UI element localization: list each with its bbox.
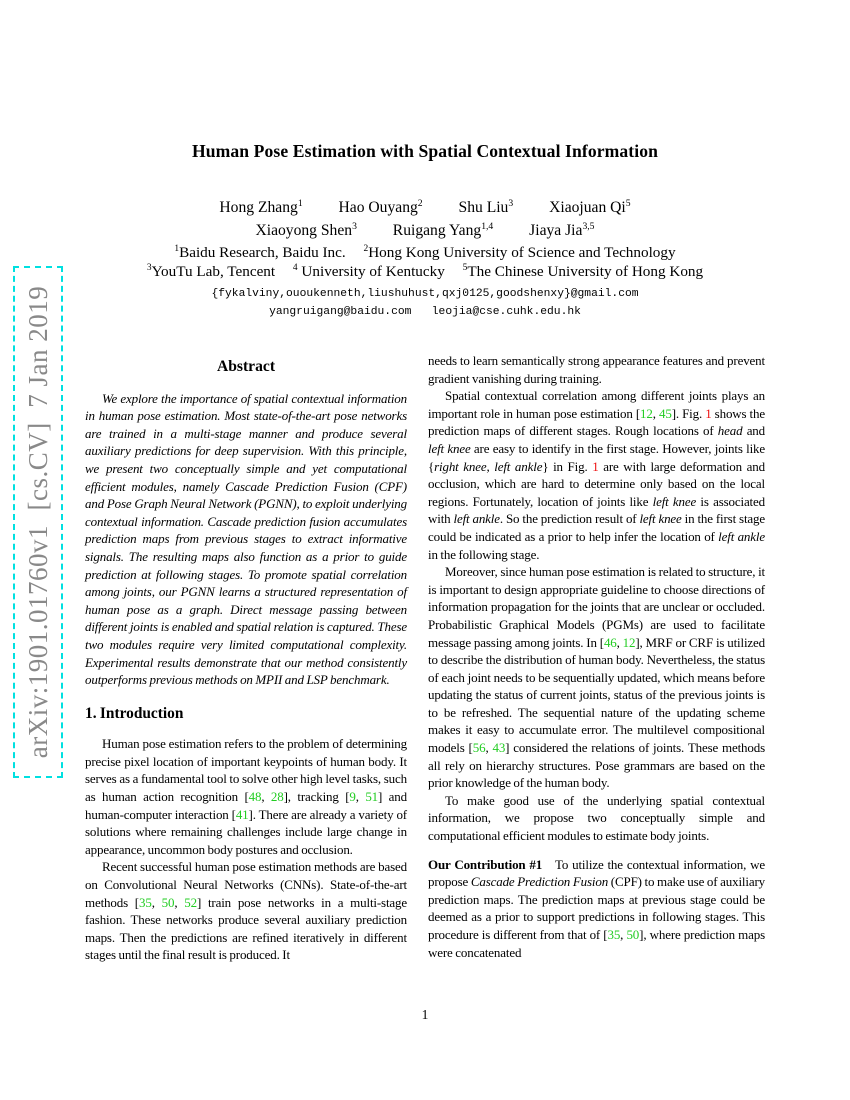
author-superscript: 1 — [297, 197, 303, 209]
affiliation-item — [463, 263, 704, 282]
affiliation-item — [363, 244, 675, 263]
text-run: , — [355, 789, 366, 805]
affiliation-superscript: 4 — [292, 262, 298, 273]
arxiv-watermark — [13, 266, 63, 778]
citation-link[interactable]: 9 — [349, 789, 356, 805]
author — [549, 196, 630, 219]
email-line-1: {fykalviny,ououkenneth,liushuhust,qxj0125,goodshenxy}@gmail.com — [211, 288, 639, 300]
author — [459, 196, 514, 219]
text-run: , — [620, 927, 627, 942]
text-run: , — [616, 634, 623, 650]
paragraph — [428, 387, 765, 563]
author — [255, 219, 356, 242]
citation-link[interactable]: 46 — [603, 634, 617, 650]
author-name: Hong Zhang — [219, 199, 298, 216]
affiliation-name: YouTu Lab, Tencent — [151, 262, 276, 280]
text-run: . So the prediction result of — [499, 511, 640, 527]
text-run: left knee — [428, 440, 471, 456]
text-run: are easy to identify in the first stage. However, joints like { — [428, 440, 765, 474]
text-run: left ankle — [718, 528, 765, 544]
citation-link[interactable]: 35 — [607, 927, 621, 942]
text-run: ] considered the relations of joints. These methods all rely on hierarchy structures. Pose grammars are based on the prior knowledge of the human body. — [428, 740, 766, 791]
author-row — [0, 219, 850, 242]
affiliation-item — [174, 244, 345, 263]
text-run: ] and human-computer interaction [ — [85, 789, 407, 822]
paragraph — [428, 563, 765, 792]
text-run: To utilize the contextual information, we propose — [428, 856, 765, 890]
affiliation-name: Baidu Research, Baidu Inc. — [179, 244, 346, 261]
paper-title: Human Pose Estimation with Spatial Contextual Information — [191, 141, 659, 161]
citation-link[interactable]: 52 — [184, 894, 197, 910]
text-run: To make good use of the underlying spatial contextual information, we propose two conceptually simple and computational efficient modules to estimate body joints. — [428, 792, 765, 844]
text-run: in the first stage could be indicated as a prior to help infer the location of — [428, 511, 765, 544]
text-run: ]. Fig. — [671, 405, 706, 421]
author — [529, 219, 594, 242]
text-run: , — [174, 894, 185, 910]
text-run: We explore the importance of spatial contextual information in human pose estimation. Most state-of-the-art pose networks are trained in a multi-stage manner and produce several auxiliary predictions for deep supervision. With this principle, we present two conceptually simple and yet computational efficient modules, namely Cascade Prediction Fusion (CPF) and Pose Graph Neural Network (PGNN), to exploit underlying contextual information. Cascade prediction fusion accumulates prediction maps from previous stages to extract informative signals. The resulting maps also function as a prior to guide prediction at following stages. To promote spatial correlation among joints, our PGNN learns a structured representation of human pose as a graph. Direct message passing between different joints is enabled and spatial relation is captured. These two modules require very limited computational complexity. Experimental results demonstrate that our method consistently outperforms previous methods on MPII and LSP benchmark. — [85, 390, 407, 688]
author-row — [0, 196, 850, 219]
affiliation-name: University of Kentucky — [297, 262, 445, 280]
text-run: ]. There are already a variety of solutions where remaining challenges include large change in appearance, uncommon body postures and occlusion. — [85, 806, 407, 857]
column-left — [85, 352, 407, 964]
affiliation-list — [0, 244, 850, 281]
text-run: Cascade Prediction Fusion — [470, 874, 609, 890]
paragraph-contribution-1 — [428, 856, 765, 962]
author-superscript: 2 — [417, 197, 423, 209]
affiliation-item — [147, 263, 275, 282]
author — [393, 219, 493, 242]
text-run: ], where prediction maps were concatenated — [428, 927, 766, 960]
email-block — [0, 286, 850, 321]
text-run: ] train pose networks in a multi-stage fashion. These networks produce several auxiliary prediction maps. Then the predictions are refined iteratively in different stages until the final result is produced. It — [85, 894, 408, 963]
text-run: Our Contribution #1 — [428, 856, 543, 872]
text-run: ], MRF or CRF is utilized to describe the distribution of human body. Nevertheless, the status of each joint needs to be sequentially updated, which means before updating the status of current joints, status of the previous joints is to be refreshed. The sequential nature of the updating scheme makes it easy to accumulate error. The multilevel compositional models [ — [428, 634, 766, 756]
text-run: } in Fig. — [542, 458, 593, 474]
text-run: and — [742, 423, 766, 439]
affiliation-superscript: 3 — [146, 262, 152, 273]
section-heading-introduction: 1. Introduction — [85, 704, 184, 722]
text-run: Moreover, since human pose estimation is related to structure, it is important to design appropriate guideline to choose directions of information propagation for the joints that are unclear or occluded. Probabilistic Graphical Models (PGMs) are used to facilitate message passing among joints. In [ — [428, 564, 765, 650]
text-run: Recent successful human pose estimation methods are based on Convolutional Neural Networks (CNNs). State-of-the-art methods [ — [85, 859, 407, 910]
author-superscript: 3 — [508, 197, 514, 209]
text-run: shows the prediction maps of different stages. Rough locations of — [428, 405, 765, 439]
text-run: head — [717, 423, 743, 439]
figure-reference-link[interactable]: 1 — [592, 458, 599, 474]
citation-link[interactable]: 35 — [139, 894, 152, 910]
author-superscript: 3,5 — [582, 220, 595, 232]
affiliation-name: The Chinese University of Hong Kong — [467, 262, 704, 280]
citation-link[interactable]: 50 — [161, 894, 175, 910]
page-number: 1 — [421, 1007, 429, 1022]
citation-link[interactable]: 48 — [248, 789, 262, 805]
text-run: , — [652, 405, 659, 421]
citation-link[interactable]: 51 — [365, 789, 379, 805]
citation-link[interactable]: 28 — [270, 789, 284, 805]
text-run: , — [151, 894, 162, 910]
text-run: (CPF) to make use of auxiliary prediction maps. The prediction maps at previous stage could be deemed as a prior to support predictions in following stages. This procedure is different from that of [ — [428, 874, 765, 942]
text-run: left knee — [639, 511, 682, 527]
paragraph — [428, 792, 765, 845]
citation-link[interactable]: 45 — [658, 405, 672, 421]
citation-link[interactable]: 43 — [492, 740, 506, 756]
column-right — [428, 352, 765, 961]
author-name: Xiaojuan Qi — [549, 199, 626, 216]
abstract-paragraph — [85, 390, 407, 689]
paragraph — [428, 352, 765, 387]
paragraph — [85, 735, 407, 858]
author-name: Xiaoyong Shen — [255, 222, 353, 239]
author-list — [0, 196, 850, 242]
text-run: is associated with — [428, 493, 765, 527]
affiliation-superscript: 5 — [462, 262, 468, 273]
text-run: left knee — [652, 493, 697, 509]
text-run: Spatial contextual correlation among different joints plays an important role in human pose estimation [ — [428, 388, 765, 421]
author — [339, 196, 423, 219]
email-line-2: yangruigang@baidu.com leojia@cse.cuhk.edu.hk — [269, 305, 581, 318]
affiliation-superscript: 1 — [174, 243, 180, 254]
arxiv-watermark-text: arXiv:1901.01760v1 [cs.CV] 7 Jan 2019 — [23, 285, 53, 759]
text-run: ], tracking [ — [283, 789, 350, 805]
author-superscript: 5 — [625, 197, 631, 209]
text-run: , — [261, 789, 271, 805]
author-superscript: 3 — [352, 220, 357, 232]
text-run: Human pose estimation refers to the problem of determining precise pixel location of important keypoints of human body. It serves as a fundamental tool to solve other high level tasks, such as human action recognition [ — [85, 736, 407, 805]
citation-link[interactable]: 12 — [640, 405, 653, 421]
author-name: Hao Ouyang — [338, 199, 418, 216]
paragraph — [85, 858, 407, 964]
text-run: left ankle — [453, 511, 500, 527]
author-superscript: 1,4 — [481, 220, 494, 232]
author — [219, 196, 302, 219]
author-name: Shu Liu — [458, 199, 509, 216]
abstract-heading: Abstract — [216, 358, 276, 375]
affiliation-name: Hong Kong University of Science and Technology — [368, 244, 676, 261]
affiliation-item — [293, 263, 445, 282]
citation-link[interactable]: 56 — [472, 740, 486, 756]
affiliation-superscript: 2 — [363, 243, 369, 254]
citation-link[interactable]: 12 — [622, 634, 636, 650]
figure-reference-link[interactable]: 1 — [705, 405, 712, 421]
text-run: are with large deformation and occlusion, which are hard to determine only based on the local regions. Fortunately, location of joints like — [428, 458, 765, 509]
text-run: right knee, left ankle — [434, 458, 543, 474]
text-run: , — [485, 740, 493, 756]
text-run: in the following stage. — [428, 546, 540, 562]
affiliation-row — [0, 244, 850, 263]
text-run: needs to learn semantically strong appearance features and prevent gradient vanishing during training. — [428, 353, 765, 386]
affiliation-row — [0, 263, 850, 282]
author-name: Ruigang Yang — [392, 222, 482, 239]
citation-link[interactable]: 41 — [235, 806, 249, 822]
citation-link[interactable]: 50 — [626, 927, 640, 942]
author-name: Jiaya Jia — [529, 222, 583, 239]
